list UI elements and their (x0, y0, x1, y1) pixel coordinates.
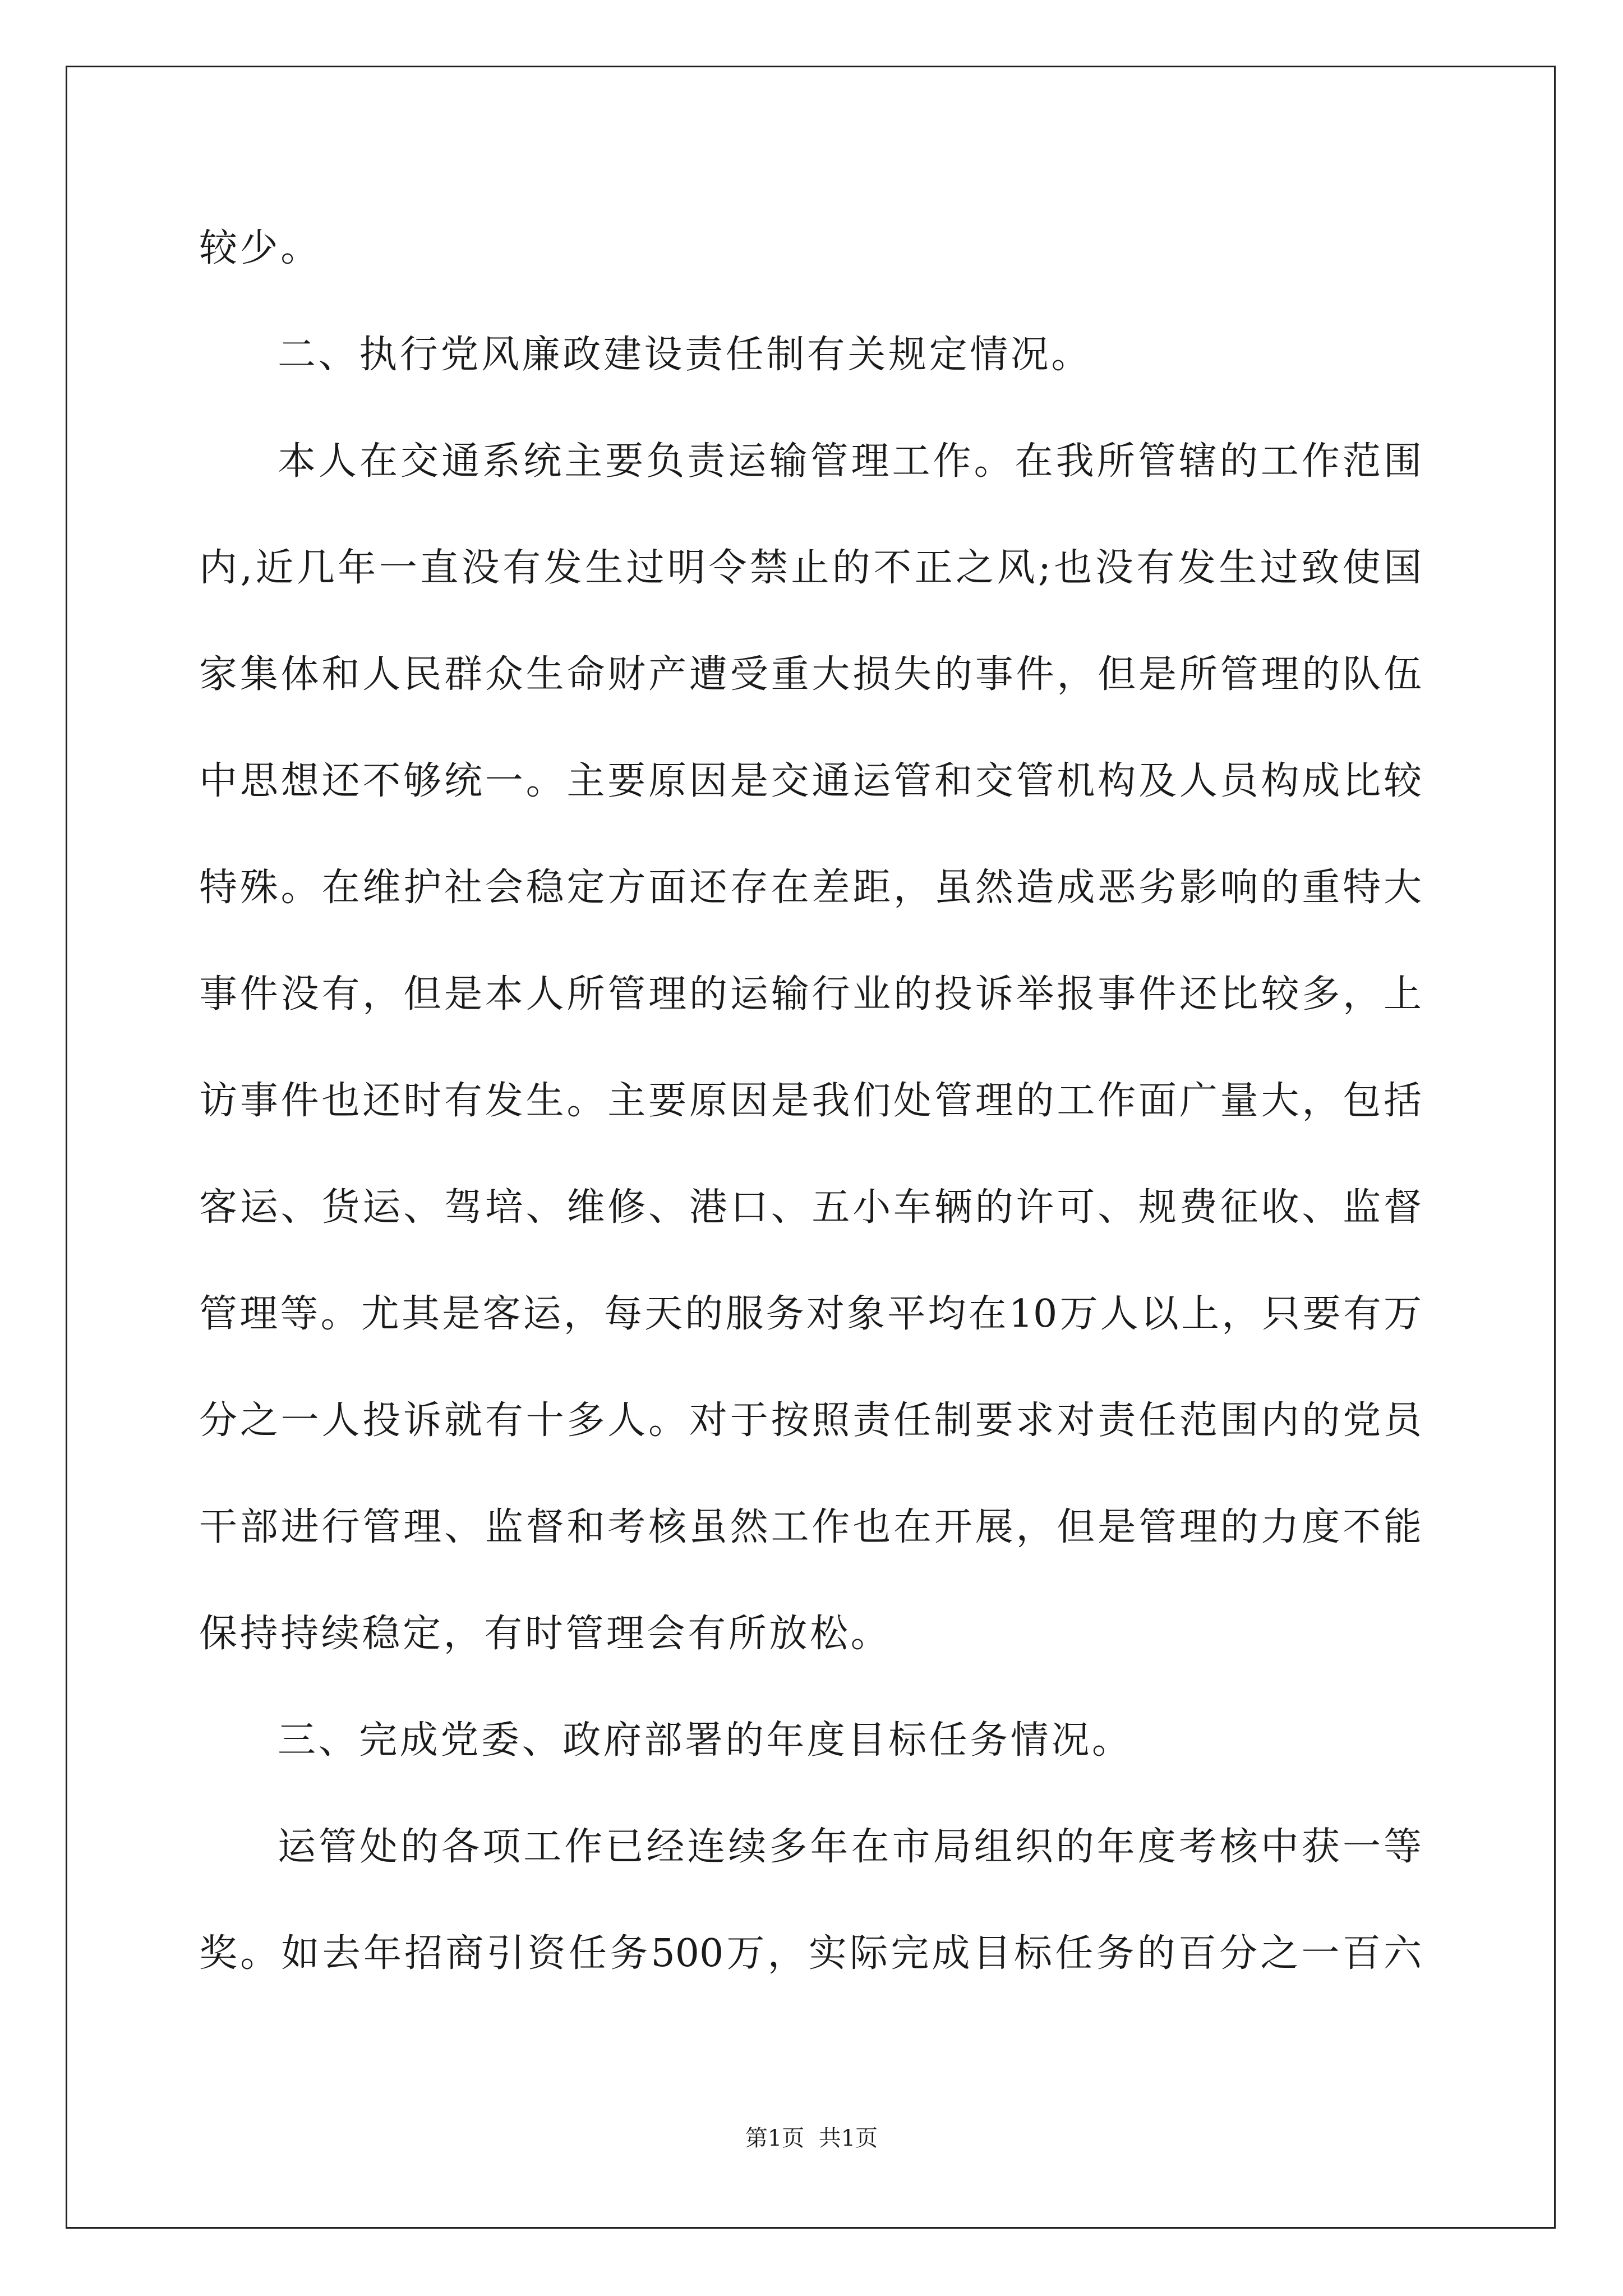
paragraph-line: 保持持续稳定，有时管理会有所放松。 (199, 1612, 892, 1656)
paragraph-line: 访事件也还时有发生。主要原因是我们处管理的工作面广量大，包括 (199, 1079, 1422, 1123)
paragraph-line: 奖。如去年招商引资任务500万，实际完成目标任务的百分之一百六 (199, 1931, 1422, 1976)
paragraph-line: 客运、货运、驾培、维修、港口、五小车辆的许可、规费征收、监督 (199, 1185, 1422, 1230)
paragraph-line: 运管处的各项工作已经连续多年在市局组织的年度考核中获一等 (278, 1825, 1422, 1869)
paragraph-line: 中思想还不够统一。主要原因是交通运管和交管机构及人员构成比较 (199, 759, 1422, 803)
paragraph-line: 内,近几年一直没有发生过明令禁止的不正之风;也没有发生过致使国 (199, 546, 1422, 590)
paragraph-line: 本人在交通系统主要负责运输管理工作。在我所管辖的工作范围 (278, 439, 1422, 484)
paragraph-line: 家集体和人民群众生命财产遭受重大损失的事件，但是所管理的队伍 (199, 652, 1422, 697)
section-heading-line: 三、完成党委、政府部署的年度目标任务情况。 (278, 1718, 1133, 1763)
paragraph (199, 1794, 1422, 2007)
section-heading (199, 302, 1422, 408)
paragraph-line: 事件没有，但是本人所管理的运输行业的投诉举报事件还比较多，上 (199, 972, 1422, 1016)
page-footer: 第1页 共1页 (745, 2125, 878, 2151)
paragraph-line: 干部进行管理、监督和考核虽然工作也在开展，但是管理的力度不能 (199, 1505, 1422, 1549)
paragraph (199, 195, 1422, 302)
paragraph-line: 管理等。尤其是客运，每天的服务对象平均在10万人以上，只要有万 (199, 1292, 1422, 1336)
document-body (199, 195, 1422, 2007)
paragraph-line: 特殊。在维护社会稳定方面还存在差距，虽然造成恶劣影响的重特大 (199, 866, 1422, 910)
section-heading (199, 1687, 1422, 1794)
paragraph (199, 408, 1422, 1687)
paragraph-line: 较少。 (199, 226, 321, 270)
paragraph-line: 分之一人投诉就有十多人。对于按照责任制要求对责任范围内的党员 (199, 1398, 1422, 1443)
section-heading-line: 二、执行党风廉政建设责任制有关规定情况。 (278, 333, 1092, 377)
